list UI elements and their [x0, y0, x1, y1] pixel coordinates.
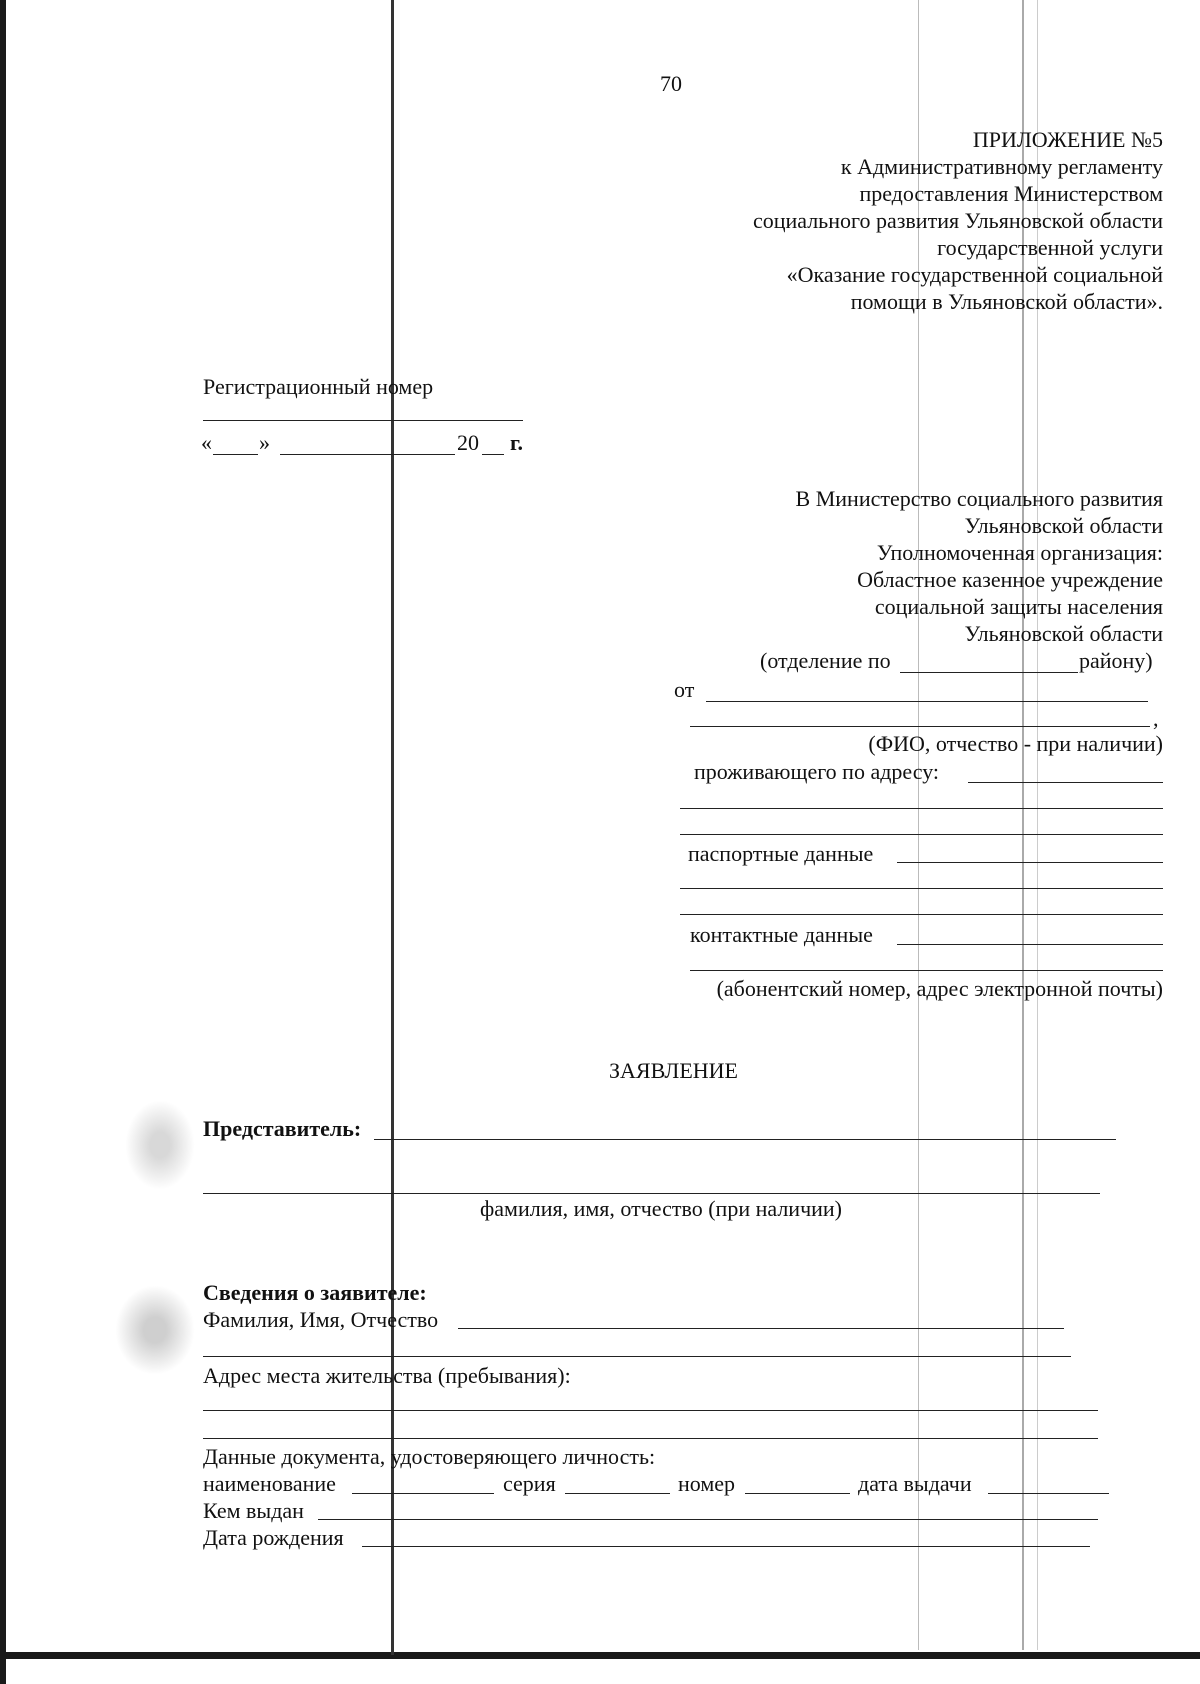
department-field[interactable] — [900, 672, 1078, 673]
from-comma: , — [1153, 706, 1159, 731]
from-label: от — [674, 677, 695, 702]
department-suffix: району) — [1079, 648, 1153, 673]
doc-heading: Данные документа, удостоверяющего личность: — [203, 1444, 656, 1469]
registration-day-field[interactable] — [213, 454, 258, 455]
addressee-line: Областное казенное учреждение — [857, 567, 1163, 592]
address-label: проживающего по адресу: — [694, 759, 940, 784]
issued-by-label: Кем выдан — [203, 1498, 304, 1523]
applicant-address-field[interactable] — [203, 1410, 1098, 1411]
doc-number-field[interactable] — [745, 1493, 850, 1494]
doc-name-field[interactable] — [352, 1493, 494, 1494]
appendix-line: государственной услуги — [937, 235, 1163, 260]
addressee-line: социальной защиты населения — [874, 594, 1163, 619]
representative-hint: фамилия, имя, отчество (при наличии) — [480, 1196, 843, 1221]
address-field-line-2[interactable] — [680, 808, 1163, 809]
addressee-line: Ульяновской области — [964, 621, 1163, 646]
birth-date-label: Дата рождения — [203, 1525, 344, 1550]
passport-label: паспортные данные — [688, 841, 874, 866]
scan-left-border — [0, 0, 6, 1684]
from-field[interactable] — [706, 701, 1148, 702]
representative-field-line-2[interactable] — [203, 1193, 1100, 1194]
contacts-label: контактные данные — [690, 922, 873, 947]
scan-fold-line — [391, 0, 394, 1655]
applicant-fio-field-line-2[interactable] — [203, 1356, 1071, 1357]
address-field[interactable] — [968, 782, 1163, 783]
page-number: 70 — [660, 71, 682, 96]
scan-noise — [125, 1100, 195, 1190]
addressee-line: В Министерство социального развития — [795, 486, 1163, 511]
addressee-line: Уполномоченная организация: — [876, 540, 1163, 565]
applicant-heading: Сведения о заявителе: — [203, 1280, 427, 1305]
registration-month-field[interactable] — [280, 454, 455, 455]
appendix-title: ПРИЛОЖЕНИЕ №5 — [972, 127, 1163, 152]
registration-year-suffix: г. — [510, 430, 524, 455]
appendix-line: помощи в Ульяновской области». — [850, 289, 1163, 314]
doc-date-field[interactable] — [988, 1493, 1109, 1494]
appendix-line: «Оказание государственной социальной — [786, 262, 1163, 287]
from-field-line-2[interactable] — [690, 726, 1150, 727]
document-title: ЗАЯВЛЕНИЕ — [609, 1058, 738, 1083]
addressee-line: Ульяновской области — [964, 513, 1163, 538]
birth-date-field[interactable] — [362, 1546, 1090, 1547]
appendix-line: социального развития Ульяновской области — [752, 208, 1163, 233]
applicant-address-field-line-2[interactable] — [203, 1438, 1098, 1439]
registration-year-field[interactable] — [482, 454, 504, 455]
passport-field-line-3[interactable] — [680, 914, 1163, 915]
registration-number-field[interactable] — [203, 420, 523, 421]
doc-number-label: номер — [678, 1471, 736, 1496]
doc-series-field[interactable] — [565, 1493, 670, 1494]
applicant-fio-label: Фамилия, Имя, Отчество — [203, 1307, 439, 1332]
contacts-field-line-2[interactable] — [690, 970, 1163, 971]
registration-label: Регистрационный номер — [203, 374, 434, 399]
doc-date-label: дата выдачи — [858, 1471, 972, 1496]
passport-field-line-2[interactable] — [680, 888, 1163, 889]
doc-name-label: наименование — [203, 1471, 336, 1496]
applicant-address-label: Адрес места жительства (пребывания): — [203, 1363, 571, 1388]
appendix-line: предоставления Министерством — [859, 181, 1163, 206]
registration-date-open-quote: « — [201, 430, 212, 455]
doc-series-label: серия — [503, 1471, 556, 1496]
department-prefix: (отделение по — [760, 648, 891, 673]
applicant-fio-field[interactable] — [458, 1328, 1064, 1329]
representative-field[interactable] — [374, 1139, 1116, 1140]
scan-noise — [115, 1285, 195, 1375]
contacts-hint: (абонентский номер, адрес электронной почты) — [716, 976, 1163, 1001]
scan-bottom-border — [0, 1652, 1200, 1659]
registration-year-prefix: 20 — [457, 430, 479, 455]
contacts-field[interactable] — [897, 944, 1163, 945]
scan-faint-line — [918, 0, 919, 1650]
fio-hint: (ФИО, отчество - при наличии) — [868, 731, 1163, 756]
registration-date-close-quote: » — [259, 430, 270, 455]
issued-by-field[interactable] — [318, 1519, 1098, 1520]
passport-field[interactable] — [897, 862, 1163, 863]
representative-label: Представитель: — [203, 1116, 362, 1141]
appendix-line: к Административному регламенту — [840, 154, 1163, 179]
address-field-line-3[interactable] — [680, 834, 1163, 835]
